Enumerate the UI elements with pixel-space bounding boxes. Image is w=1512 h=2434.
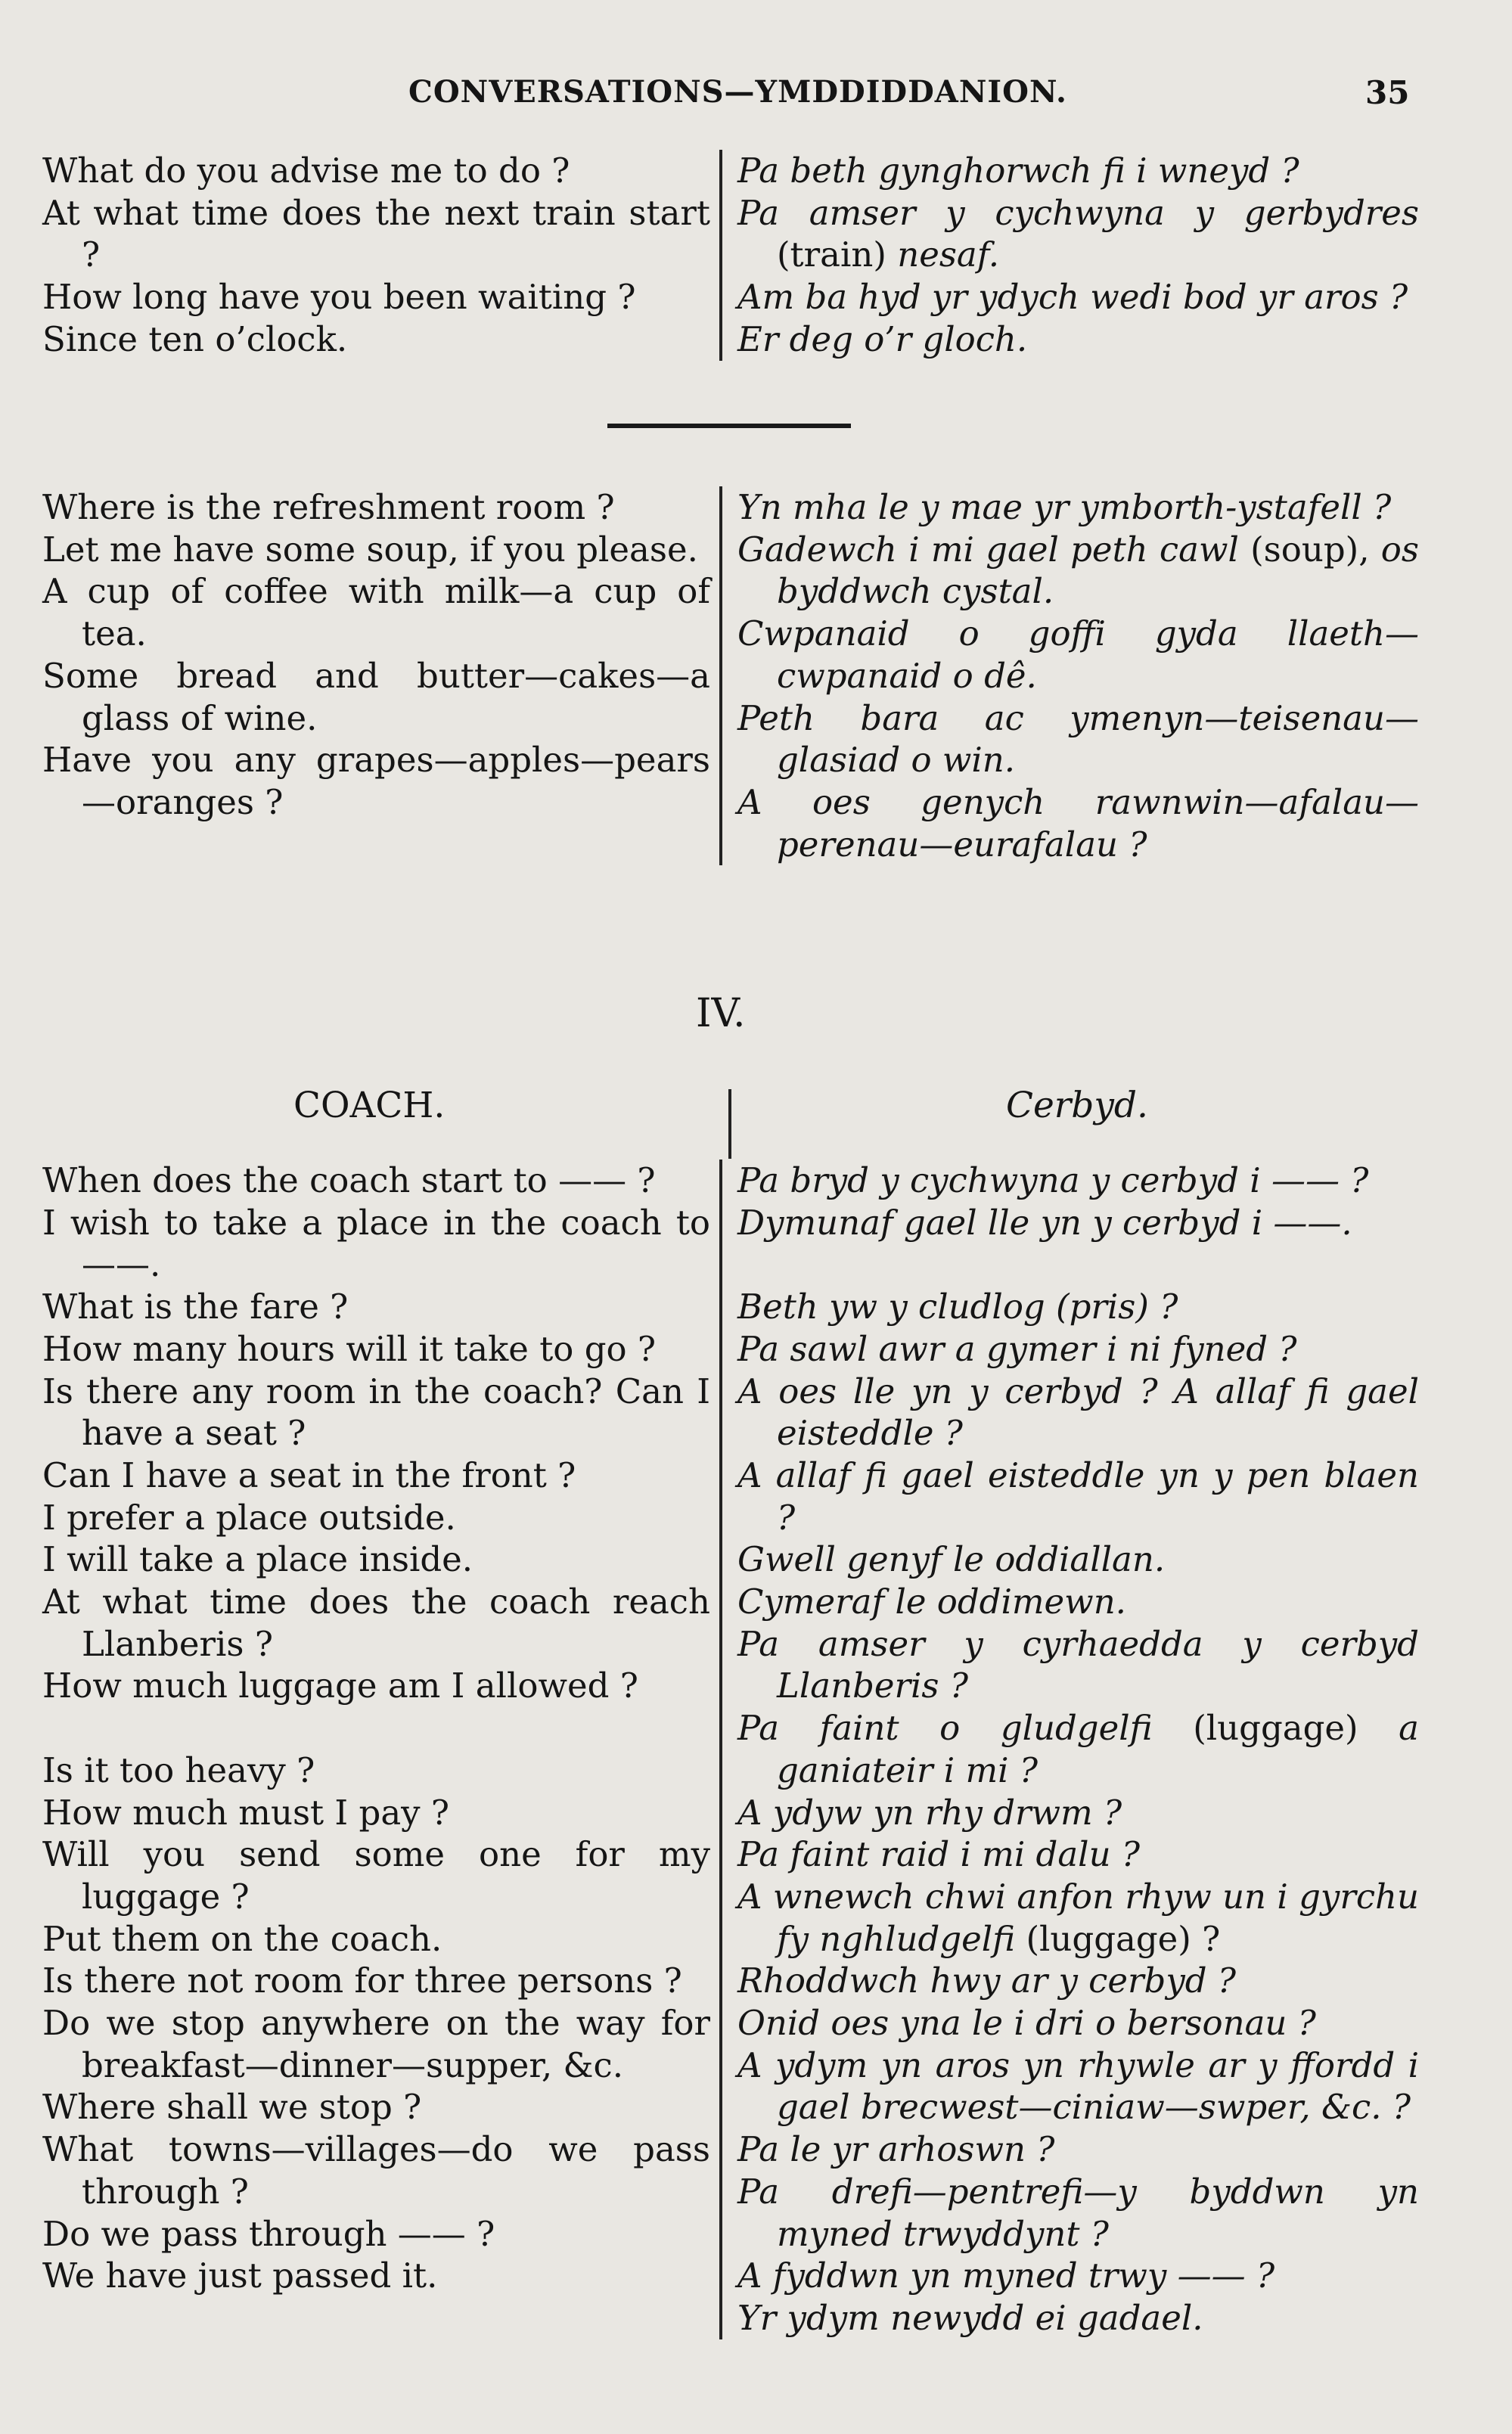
english-phrase: Some bread and butter—cakes—a glass of wine. <box>42 655 710 738</box>
english-phrase: Do we pass through —— ? <box>42 2213 495 2254</box>
welsh-phrase: Onid oes yna le i dri o bersonau ? <box>737 2003 1316 2044</box>
english-column <box>42 486 719 865</box>
welsh-column <box>719 486 1419 865</box>
page-number: 35 <box>1365 74 1410 111</box>
english-phrase: We have just passed it. <box>42 2255 438 2296</box>
english-phrase: Where is the refreshment room ? <box>42 487 615 527</box>
phrase-section-a <box>42 150 1419 361</box>
welsh-phrase: A fyddwn yn myned trwy —— ? <box>737 2255 1275 2296</box>
english-phrase: What is the fare ? <box>42 1287 349 1327</box>
english-phrase: Since ten o’clock. <box>42 318 348 359</box>
english-phrase: A cup of coffee with milk—a cup of tea. <box>42 571 710 654</box>
phrase-section-b <box>42 486 1419 865</box>
english-phrase: How long have you been waiting ? <box>42 277 636 318</box>
section-title-english: COACH. <box>293 1085 446 1126</box>
english-phrase: Where shall we stop ? <box>42 2087 422 2128</box>
welsh-phrase: A allaf fi gael eisteddle yn y pen blaen ? <box>737 1455 1419 1538</box>
welsh-phrase: Gwell genyf le oddiallan. <box>737 1539 1166 1580</box>
welsh-phrase: Peth bara ac ymenyn—teisenau—glasiad o win. <box>737 697 1419 781</box>
english-phrase: Is there not room for three persons ? <box>42 1961 682 2001</box>
english-phrase: What do you advise me to do ? <box>42 151 570 191</box>
english-phrase: At what time does the coach reach Llanberis ? <box>42 1582 710 1664</box>
english-phrase: How many hours will it take to go ? <box>42 1328 657 1369</box>
spacer <box>737 1243 1419 1286</box>
welsh-phrase: Dymunaf gael lle yn y cerbyd i ——. <box>737 1202 1352 1243</box>
english-phrase: How much must I pay ? <box>42 1792 450 1833</box>
column-rule <box>728 1089 731 1159</box>
english-phrase: I wish to take a place in the coach to ——. <box>42 1202 710 1285</box>
english-phrase: How much luggage am I allowed ? <box>42 1666 638 1706</box>
welsh-phrase: Yn mha le y mae yr ymborth-ystafell ? <box>737 487 1392 527</box>
welsh-phrase: Cwpanaid o goffi gyda llaeth—cwpanaid o dê. <box>737 613 1419 696</box>
welsh-phrase: A ydyw yn rhy drwm ? <box>737 1792 1122 1833</box>
english-phrase: When does the coach start to —— ? <box>42 1160 656 1200</box>
welsh-column <box>719 1160 1419 2339</box>
english-column <box>42 150 719 361</box>
welsh-phrase: Pa beth gynghorwch fi i wneyd ? <box>737 151 1299 191</box>
english-phrase: I will take a place inside. <box>42 1539 473 1580</box>
welsh-phrase: Er deg o’r gloch. <box>737 318 1028 359</box>
welsh-column <box>719 150 1419 361</box>
english-phrase: Is there any room in the coach? Can I have a seat ? <box>42 1371 710 1454</box>
welsh-phrase: Rhoddwch hwy ar y cerbyd ? <box>737 1961 1236 2001</box>
english-phrase: At what time does the next train start ? <box>42 192 710 275</box>
spacer <box>42 1707 710 1749</box>
welsh-phrase: Pa faint o gludgelfi (luggage) a ganiateir i mi ? <box>737 1708 1419 1790</box>
section-divider <box>607 424 851 428</box>
section-title-welsh: Cerbyd. <box>1006 1085 1148 1126</box>
welsh-phrase: Pa le yr arhoswn ? <box>737 2129 1055 2170</box>
english-phrase: Put them on the coach. <box>42 1918 442 1959</box>
welsh-phrase: Pa faint raid i mi dalu ? <box>737 1834 1140 1875</box>
english-phrase: Can I have a seat in the front ? <box>42 1455 576 1495</box>
welsh-phrase: Cymeraf le oddimewn. <box>737 1582 1126 1622</box>
page-header <box>0 74 1512 120</box>
english-phrase: Let me have some soup, if you please. <box>42 529 698 570</box>
welsh-phrase: A oes lle yn y cerbyd ? A allaf fi gael eisteddle ? <box>737 1371 1419 1454</box>
welsh-phrase: Beth yw y cludlog (pris) ? <box>737 1287 1178 1327</box>
welsh-phrase: Yr ydym newydd ei gadael. <box>737 2297 1203 2338</box>
welsh-phrase: Am ba hyd yr ydych wedi bod yr aros ? <box>737 277 1408 318</box>
welsh-phrase: Gadewch i mi gael peth cawl (soup), os byddwch cystal. <box>737 529 1419 612</box>
welsh-phrase: Pa bryd y cychwyna y cerbyd i —— ? <box>737 1160 1369 1200</box>
welsh-phrase: Pa drefi—pentrefi—y byddwn yn myned trwyddynt ? <box>737 2171 1419 2254</box>
english-column <box>42 1160 719 2339</box>
running-head: CONVERSATIONS—YMDDIDDANION. <box>408 74 1067 110</box>
english-phrase: Will you send some one for my luggage ? <box>42 1834 710 1917</box>
welsh-phrase: A ydym yn aros yn rhywle ar y ffordd i gael brecwest—ciniaw—swper, &c. ? <box>737 2044 1419 2128</box>
phrase-section-coach <box>42 1160 1419 2339</box>
welsh-phrase: Pa amser y cychwyna y gerbydres (train) nesaf. <box>737 192 1419 275</box>
section-numeral: IV. <box>696 991 746 1036</box>
english-phrase: Do we stop anywhere on the way for breakfast—dinner—supper, &c. <box>42 2003 710 2085</box>
welsh-phrase: A oes genych rawnwin—afalau—perenau—eurafalau ? <box>737 781 1419 865</box>
welsh-phrase: A wnewch chwi anfon rhyw un i gyrchu fy nghludgelfi (luggage) ? <box>737 1876 1419 1959</box>
welsh-phrase: Pa sawl awr a gymer i ni fyned ? <box>737 1328 1297 1369</box>
english-phrase: I prefer a place outside. <box>42 1497 456 1538</box>
english-phrase: Is it too heavy ? <box>42 1749 315 1790</box>
welsh-phrase: Pa amser y cyrhaedda y cerbyd Llanberis ? <box>737 1623 1419 1706</box>
english-phrase: Have you any grapes—apples—pears—oranges ? <box>42 740 710 822</box>
english-phrase: What towns—villages—do we pass through ? <box>42 2129 710 2212</box>
